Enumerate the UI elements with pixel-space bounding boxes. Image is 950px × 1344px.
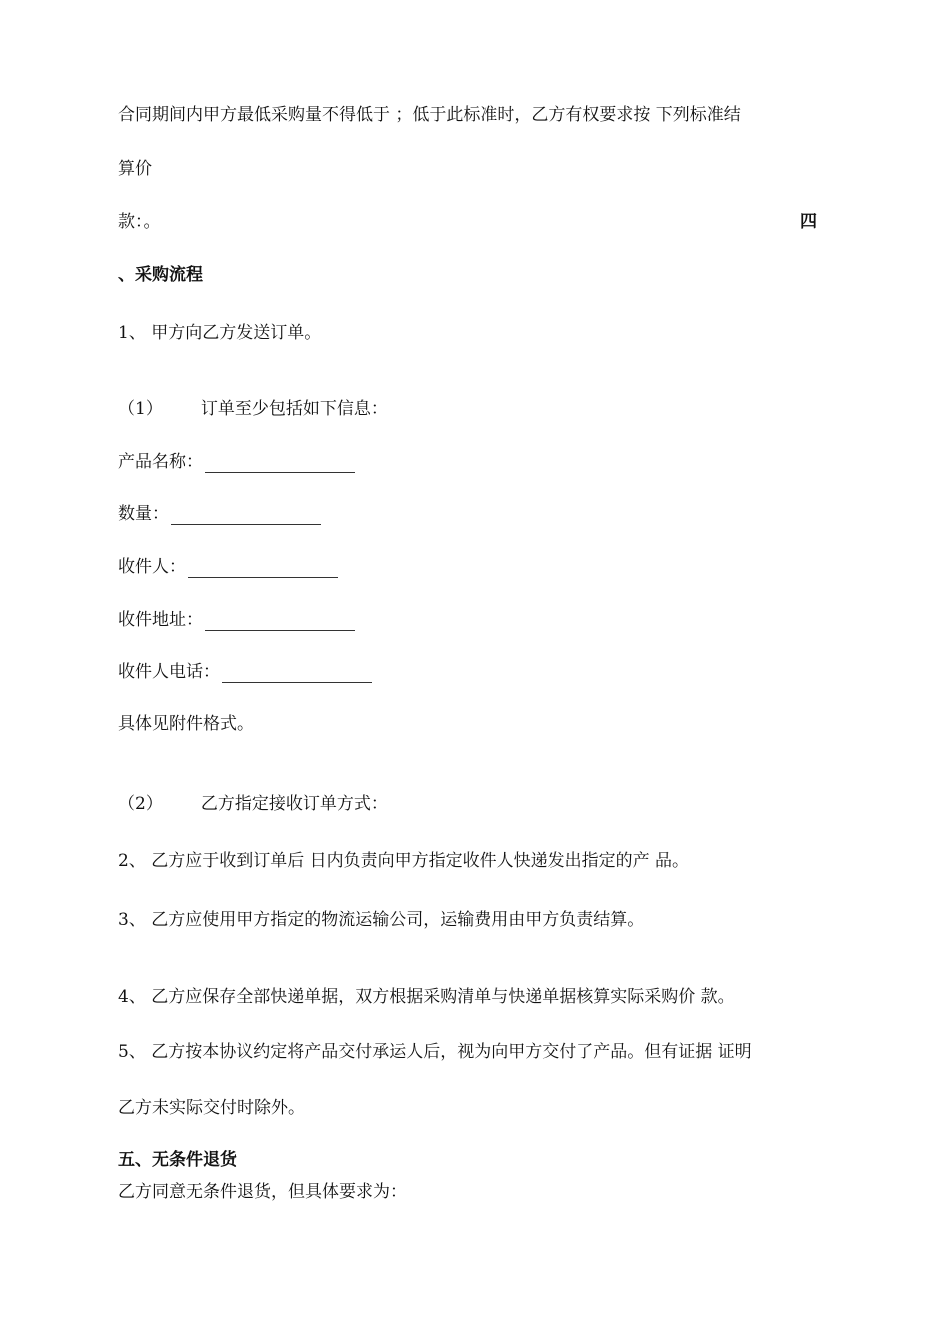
field-phone-label: 收件人电话： (118, 662, 220, 682)
item-3: 3、 乙方应使用甲方指定的物流运输公司，运输费用由甲方负责结算。 (118, 910, 645, 930)
section-4-heading: 、采购流程 (118, 265, 203, 285)
item-5-line2: 乙方未实际交付时除外。 (118, 1098, 305, 1118)
item-4: 4、 乙方应保存全部快递单据，双方根据采购清单与快递单据核算实际采购价 款。 (118, 987, 735, 1007)
field-address (118, 609, 355, 631)
attachment-note: 具体见附件格式。 (118, 714, 254, 734)
sub-item-2-text: 乙方指定接收订单方式： (200, 794, 388, 814)
item-1: 1、 甲方向乙方发送订单。 (118, 323, 322, 343)
clause-min-purchase-line1: 合同期间内甲方最低采购量不得低于 ；低于此标准时，乙方有权要求按 下列标准结 (118, 105, 741, 125)
clause-min-purchase-line2: 算价 (118, 159, 152, 179)
sub-item-1 (118, 398, 388, 420)
sub-item-1-text: 订单至少包括如下信息： (200, 399, 388, 419)
field-product-name (118, 451, 355, 473)
item-2: 2、 乙方应于收到订单后 日内负责向甲方指定收件人快递发出指定的产 品。 (118, 851, 690, 871)
phone-blank (222, 665, 372, 683)
section-5-line1: 乙方同意无条件退货，但具体要求为： (118, 1182, 407, 1202)
clause-min-purchase-line3: 款：。 (118, 212, 161, 232)
section-5-heading: 五、无条件退货 (118, 1150, 237, 1170)
field-phone (118, 661, 372, 683)
sub-item-2-number: （2） (118, 794, 163, 814)
quantity-blank (171, 507, 321, 525)
recipient-blank (188, 560, 338, 578)
sub-item-2 (118, 793, 388, 815)
item-5-line1: 5、 乙方按本协议约定将产品交付承运人后，视为向甲方交付了产品。但有证据 证明 (118, 1042, 752, 1062)
product-name-blank (205, 455, 355, 473)
field-recipient (118, 556, 338, 578)
address-blank (205, 613, 355, 631)
field-product-name-label: 产品名称： (118, 452, 203, 472)
field-address-label: 收件地址： (118, 610, 203, 630)
section-4-number: 四 (800, 212, 817, 232)
field-recipient-label: 收件人： (118, 557, 186, 577)
sub-item-1-number: （1） (118, 399, 163, 419)
field-quantity (118, 503, 321, 525)
field-quantity-label: 数量： (118, 504, 169, 524)
